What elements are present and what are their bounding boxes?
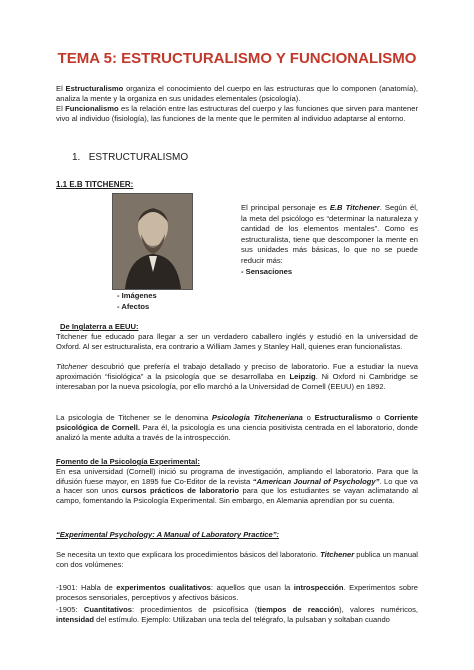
- bullet-imagenes: - Imágenes: [117, 291, 157, 300]
- intro-paragraph-1: El Estructuralismo organiza el conocimiento del cuerpo en las estructuras que lo componen (anatomía), analiza la mente y la organiza en sus unidades elementales (psicología).: [56, 84, 418, 103]
- fomento-heading: Fomento de la Psicología Experimental:: [56, 457, 200, 466]
- page-title: TEMA 5: ESTRUCTURALISMO Y FUNCIONALISMO: [57, 50, 417, 67]
- psicologia-titcheneriana-paragraph: La psicología de Titchener se le denomina Psicología Titcheneriana o Estructuralismo o Corriente psicológica de Cornell. Para él, la psicología es una ciencia positivista centrada en el laboratorio, donde analizó la mente adulta a través de la introspección.: [56, 413, 418, 442]
- eeuu-heading: De Inglaterra a EEUU:: [60, 322, 139, 331]
- manual-section: [56, 530, 418, 540]
- section-heading-estructuralismo: 1. ESTRUCTURALISMO: [72, 152, 189, 163]
- volume-1905-paragraph: -1905: Cuantitativos: procedimientos de psicofísica (tiempos de reacción), valores numéricos, intensidad del estímulo. Ejemplo: Utilizaban una tecla del telégrafo, la pulsaban y soltaban cuando: [56, 605, 418, 624]
- volume-1901-paragraph: -1901: Habla de experimentos cualitativos: aquellos que usan la introspección. Experimentos sobre procesos sensoriales, perceptivos y afectivos básicos.: [56, 583, 418, 602]
- subsection-heading-titchener: 1.1 E.B TITCHENER:: [56, 180, 134, 189]
- manual-heading: “Experimental Psychology: A Manual of Laboratory Practice”:: [56, 530, 280, 539]
- eeuu-section: [56, 322, 418, 351]
- fomento-section: Fomento de la Psicología Experimental: En esa universidad (Cornell) inició su programa de investigación, ampliando el laboratorio. Para que la difusión fuese mayor, en 1895 fue Co-Editor de la revista “American Journal of Psychology”. Lo que va a hacer son unos cursos prácticos de laboratorio para que los estudiantes se vayan aclimatando al campo, fomentando la Psicología Experimental. Sin embargo, en Alemania aprendían por su cuenta.: [56, 457, 418, 506]
- titchener-description: El principal personaje es E.B Titchener. Según él, la meta del psicólogo es “determinar la naturaleza y cantidad de los elementos mentales”. Como es estructuralista, tiene que descomponer la mente en sus unidades más básicas, lo que no se puede reducir más: - Sensaciones: [241, 203, 418, 276]
- intro-paragraph-2: El Funcionalismo es la relación entre las estructuras del cuerpo y las funciones que sirven para mantener vivo al individuo (fisiología), las funciones de la mente que le permiten al individuo adaptarse al entorno.: [56, 104, 418, 123]
- manual-paragraph: Se necesita un texto que explicara los procedimientos básicos del laboratorio. Titchener publica un manual con dos volúmenes:: [56, 550, 418, 569]
- bullet-sensaciones: - Sensaciones: [241, 266, 293, 276]
- titchener-portrait-image: [112, 193, 193, 290]
- bullet-afectos: - Afectos: [117, 302, 150, 311]
- titchener-laboratory-paragraph: Titchener descubrió que prefería el trabajo detallado y preciso de laboratorio. Fue a estudiar la nueva aproximación “fisiológica” a la psicología que se desarrollaba en Leipzig. Ni Oxford ni Cambridge se interesaban por la nueva psicología, por ello marchó a la Universidad de Cornell (EEUU) en 1892.: [56, 362, 418, 391]
- portrait-graphic: [113, 194, 192, 289]
- eeuu-text: Titchener fue educado para llegar a ser un verdadero caballero inglés y estudió en la universidad de Oxford. Al ser estructuralista, era contrario a William James y Stanley Hall, quienes eran funcionalistas.: [56, 331, 418, 351]
